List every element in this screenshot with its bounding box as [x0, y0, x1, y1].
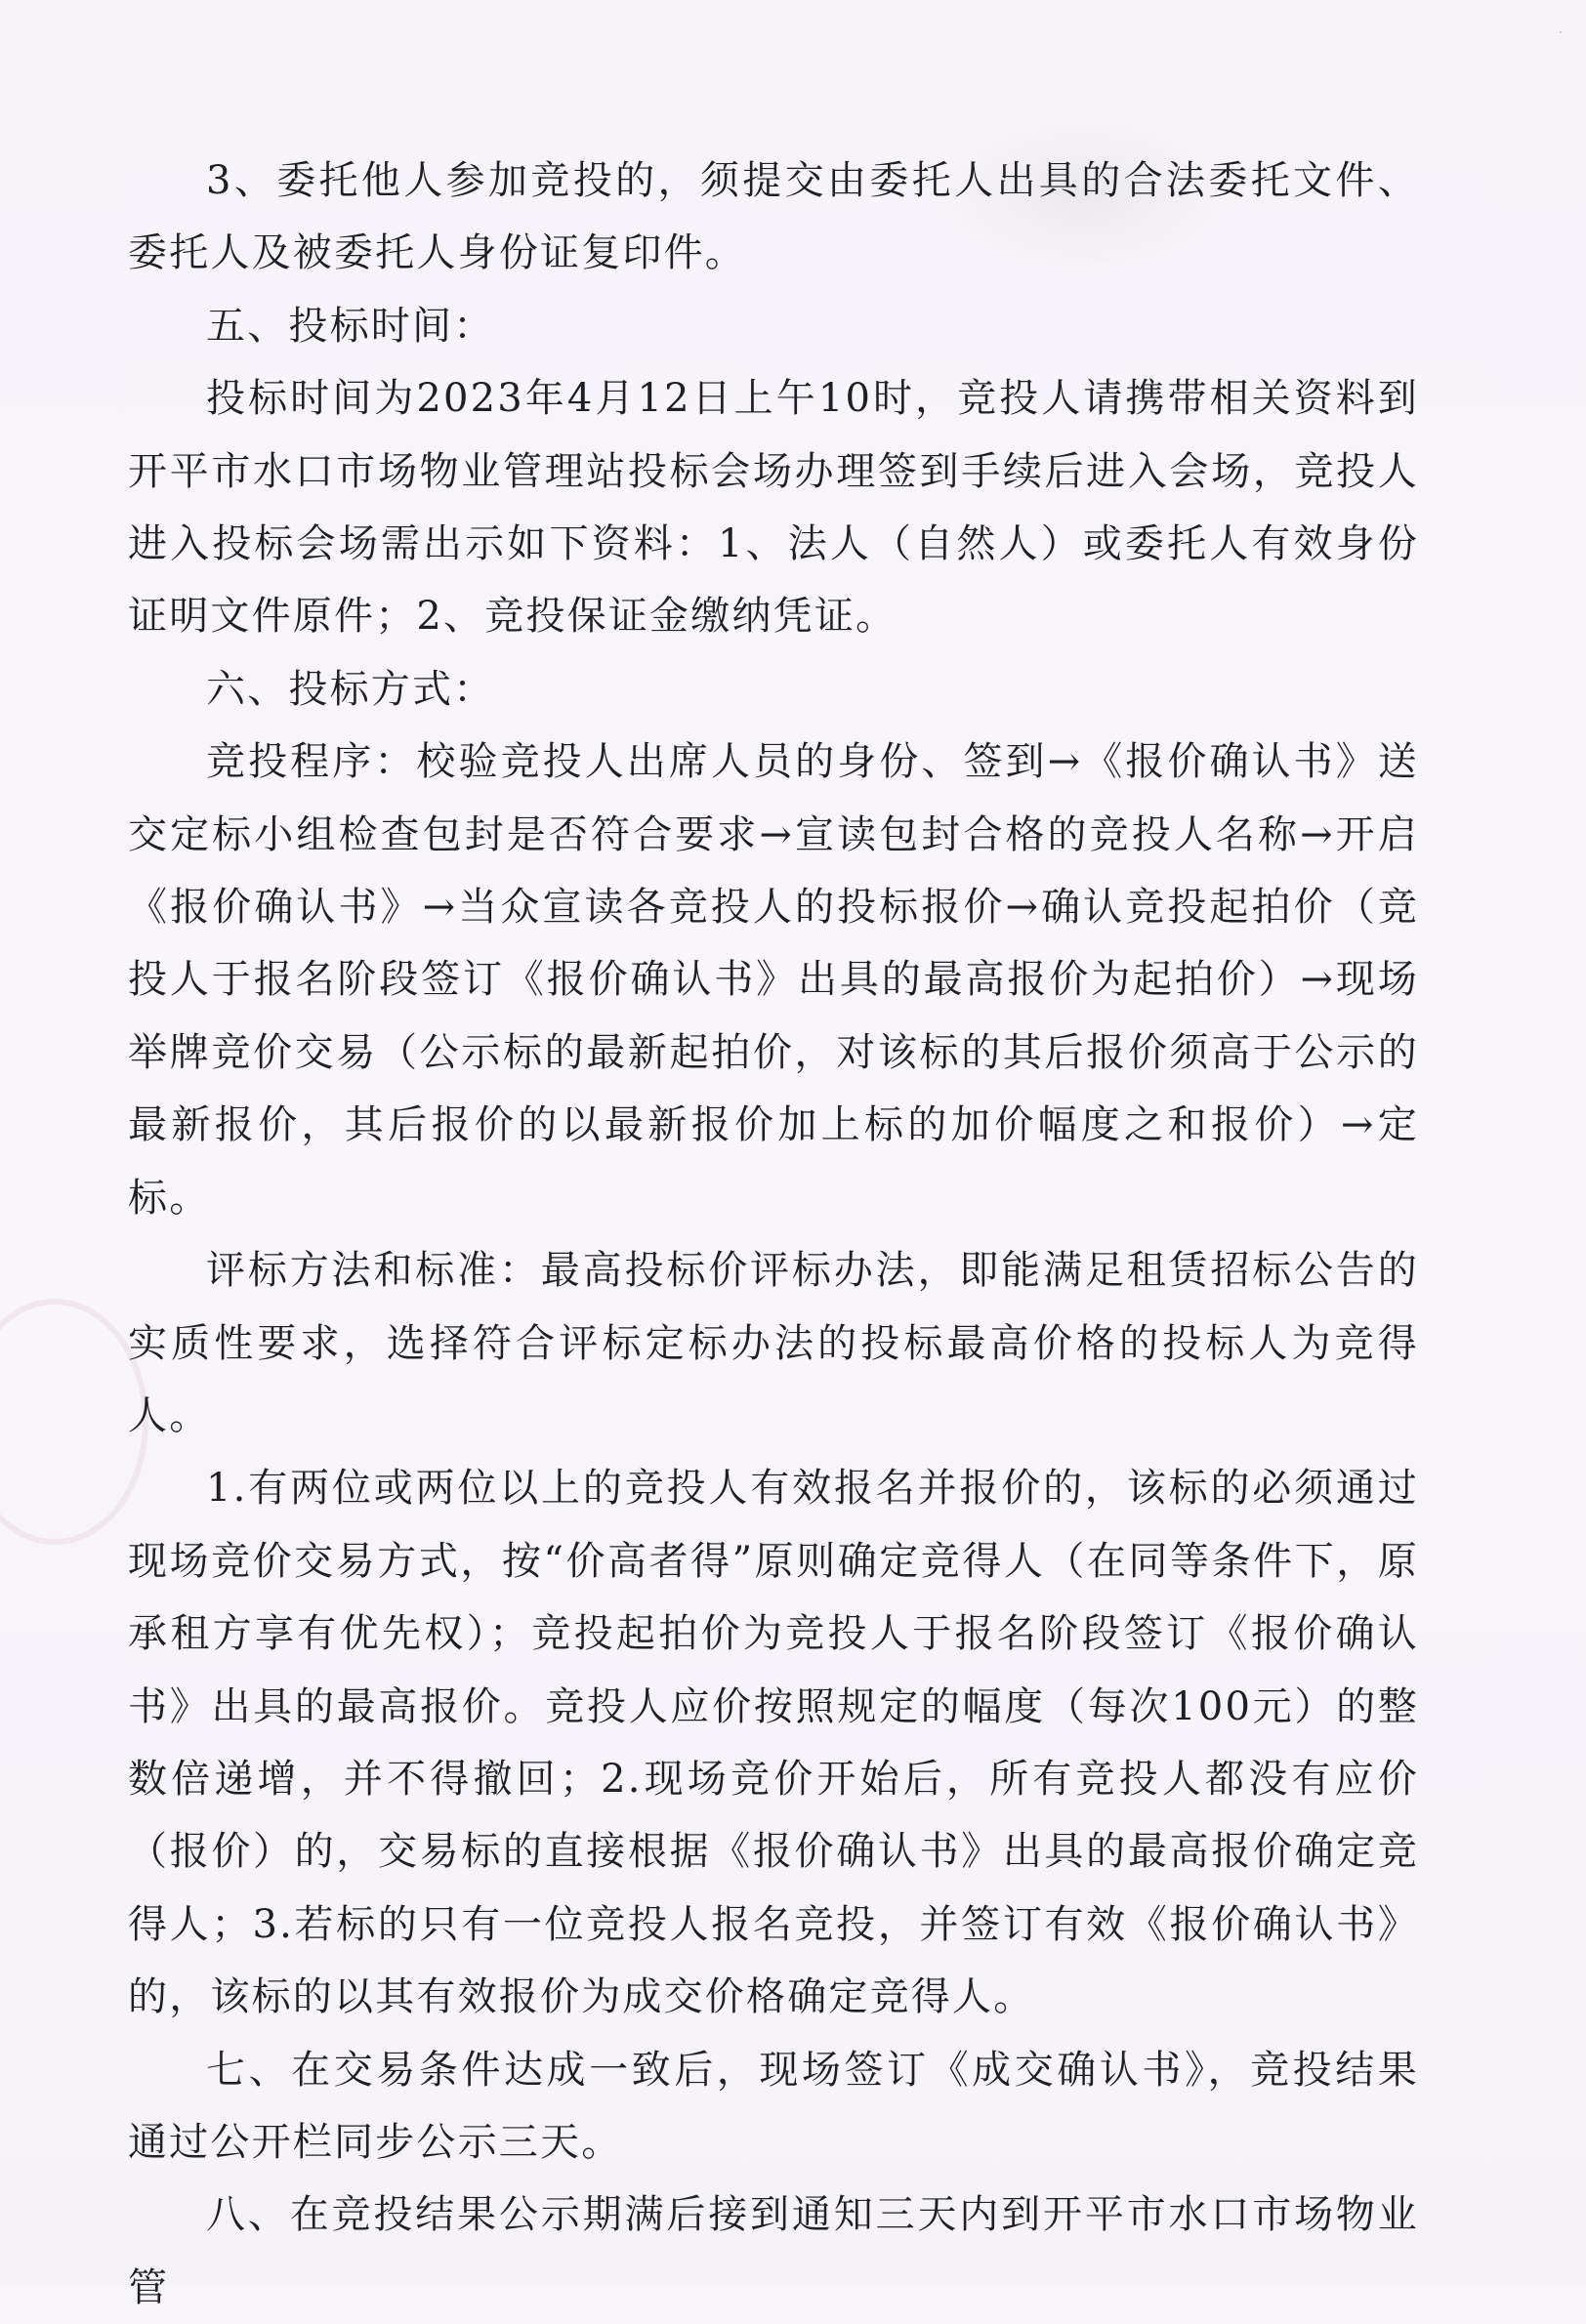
paragraph-evaluation-method: 评标方法和标准：最高投标价评标办法，即能满足租赁招标公告的实质性要求，选择符合评标定标办法的投标最高价格的投标人为竞得人。: [128, 1248, 1419, 1438]
paragraph-bidding-rules: 1.有两位或两位以上的竞投人有效报名并报价的，该标的必须通过现场竞价交易方式，按“价高者得”原则确定竞得人（在同等条件下，原承租方享有优先权）；竞投起拍价为竞投人于报名阶段签订《报价确认书》出具的最高报价。竞投人应价按照规定的幅度（每次100元）的整数倍递增，并不得撤回；2.现场竞价开始后，所有竞投人都没有应价（报价）的，交易标的直接根据《报价确认书》出具的最高报价确定竞得人；3.若标的只有一位竞投人报名竞投，并签订有效《报价确认书》的，该标的以其有效报价为成交价格确定竞得人。: [128, 1466, 1419, 2020]
paragraph-bid-procedure: 竞投程序：校验竞投人出席人员的身份、签到→《报价确认书》送交定标小组检查包封是否符合要求→宣读包封合格的竞投人名称→开启《报价确认书》→当众宣读各竞投人的投标报价→确认竞投起拍价（竞投人于报名阶段签订《报价确认书》出具的最高报价为起拍价）→现场举牌竞价交易（公示标的最新起拍价，对该标的其后报价须高于公示的最新报价，其后报价的以最新报价加上标的加价幅度之和报价）→定标。: [128, 739, 1419, 1221]
paragraph-deal-confirmation: 七、在交易条件达成一致后，现场签订《成交确认书》，竞投结果通过公开栏同步公示三天。: [128, 2047, 1419, 2165]
section-heading-bid-method: 六、投标方式：: [206, 666, 495, 712]
paragraph-bid-time: 投标时间为2023年4月12日上午10时，竞投人请携带相关资料到开平市水口市场物业管理站投标会场办理签到手续后进入会场，竞投人进入投标会场需出示如下资料：1、法人（自然人）或委托人有效身份证明文件原件；2、竞投保证金缴纳凭证。: [128, 376, 1419, 640]
paragraph-entrust-documents: 3、委托他人参加竞投的，须提交由委托人出具的合法委托文件、委托人及被委托人身份证复印件。: [128, 158, 1419, 276]
document-body: [128, 145, 1419, 2324]
paragraph-notice-period: 八、在竞投结果公示期满后接到通知三天内到开平市水口市场物业管: [128, 2192, 1419, 2310]
section-heading-bid-time: 五、投标时间：: [206, 303, 495, 349]
scan-speck: ·: [1559, 25, 1564, 41]
faint-seal-mark: [0, 1299, 148, 1545]
